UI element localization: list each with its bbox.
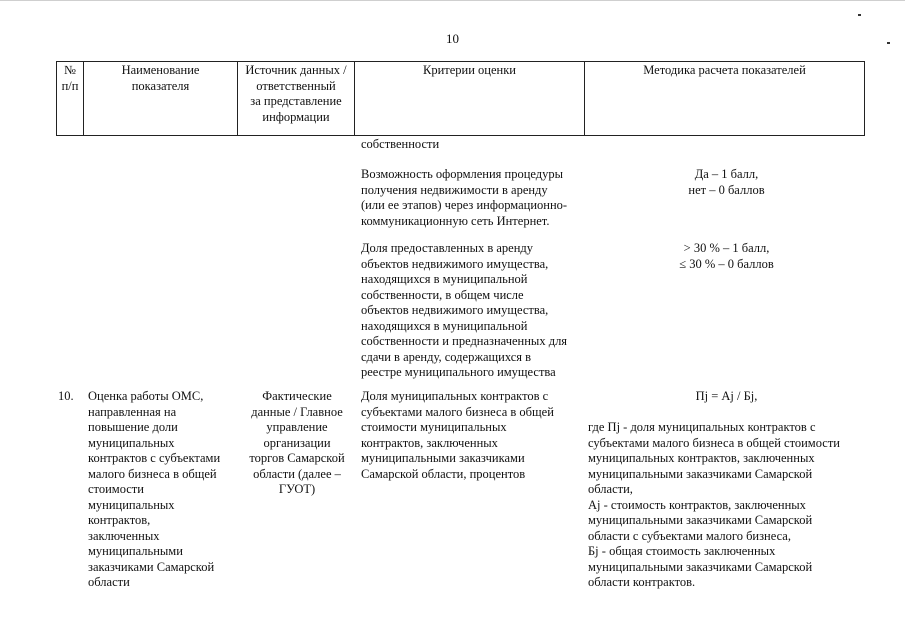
row10-formula: Пј = Ај / Бј, — [695, 389, 758, 403]
header-col-name: Наименование показателя — [121, 63, 200, 93]
row10-criterion: Доля муниципальных контрактов с субъектами малого бизнеса в общей стоимости муниципальных контрактов, заключенных муниципальными заказчиками Самарской области, процентов — [361, 389, 554, 481]
method-leased-share: > 30 % – 1 балл, ≤ 30 % – 0 баллов — [679, 241, 774, 271]
header-col-number: № п/п — [61, 63, 79, 93]
row10-source: Фактические данные / Главное управление организации торгов Самарской области (далее – ГУОТ) — [249, 389, 345, 496]
criteria-continuation: собственности — [361, 137, 440, 151]
scan-edge-line — [0, 0, 905, 1]
header-col-method: Методика расчета показателей — [643, 63, 806, 77]
page-number: 10 — [446, 31, 459, 46]
table-header — [56, 61, 865, 136]
scan-speck — [858, 14, 861, 16]
header-col-source: Источник данных / ответственный за представление информации — [245, 63, 347, 124]
header-col-criteria: Критерии оценки — [423, 63, 516, 77]
criterion-internet-lease: Возможность оформления процедуры получения недвижимости в аренду (или ее этапов) через информационно- коммуникационную сеть Интернет. — [361, 167, 568, 228]
criterion-leased-share: Доля предоставленных в аренду объектов недвижимого имущества, находящихся в муниципальной собственности, в общем числе объектов недвижимого имущества, находящихся в муниципальной собственности и предназначенных для сдачи в аренду, содержащихся в реестре муниципального имущества — [361, 241, 568, 379]
method-internet-lease: Да – 1 балл, нет – 0 баллов — [688, 167, 765, 197]
row10-method: где Пј - доля муниципальных контрактов с субъектами малого бизнеса в общей стоимости муниципальных контрактов, заключенных муниципальными заказчиками Самарской области, Ај - стоимость контрактов, заключенных муниципальными заказчиками Самарской области с субъектами малого бизнеса, Бј - общая стоимость заключенных муниципальными заказчиками Самарской области контрактов. — [588, 420, 840, 589]
row10-number: 10. — [58, 389, 74, 403]
row10-name: Оценка работы ОМС, направленная на повышение доли муниципальных контрактов с субъектами малого бизнеса в общей стоимости муниципальных контрактов, заключенных муниципальными заказчиками Самарской области — [88, 389, 221, 589]
